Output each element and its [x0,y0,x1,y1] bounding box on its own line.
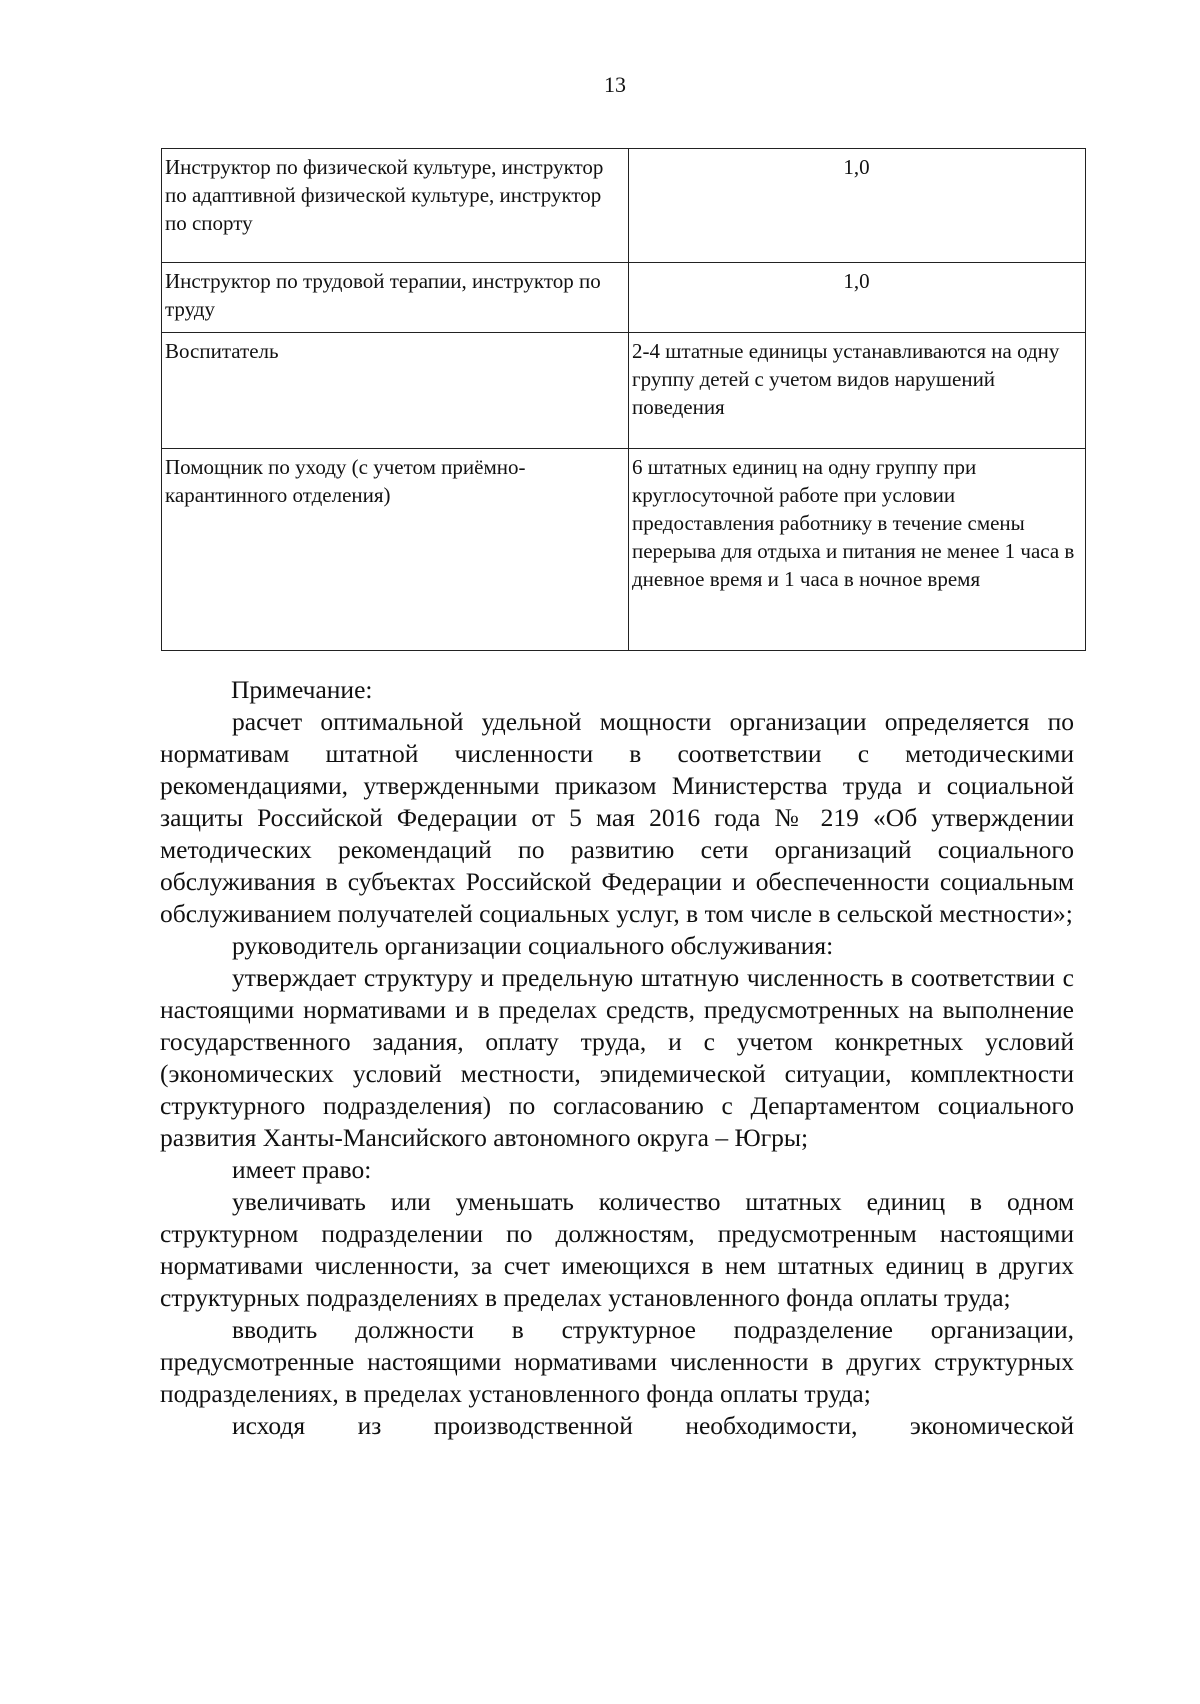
note-paragraph: расчет оптимальной удельной мощности организации определяется по нормативам штатной численности в соответствии с методическими рекомендациями, утвержденными приказом Министерства труда и социальной защиты Российской Федерации от 5 мая 2016 года № 219 «Об утверждении методических рекомендаций по развитию сети организаций социального обслуживания в субъектах Российской Федерации и обеспеченности социальным обслуживанием получателей социальных услуг, в том числе в сельской местности»; [160,707,1074,928]
note-paragraph: вводить должности в структурное подразделение организации, предусмотренные настоящими нормативами численности в других структурных подразделениях, в пределах установленного фонда оплаты труда; [160,1315,1074,1408]
table-row [162,149,1086,263]
norm-cell: 6 штатных единиц на одну группу при круглосуточной работе при условии предоставления работнику в течение смены перерыва для отдыха и питания не менее 1 часа в дневное время и 1 часа в ночное время [629,449,1086,651]
staffing-norms-table [161,148,1086,651]
position-cell: Инструктор по трудовой терапии, инструктор по труду [162,263,629,333]
position-cell: Воспитатель [162,333,629,449]
note-paragraph: имеет право: [232,1155,372,1184]
position-cell: Инструктор по физической культуре, инструктор по адаптивной физической культуре, инструктор по спорту [162,149,629,263]
page-number: 13 [604,72,626,97]
note-paragraph: утверждает структуру и предельную штатную численность в соответствии с настоящими нормативами и в пределах средств, предусмотренных на выполнение государственного задания, оплату труда, и с учетом конкретных условий (экономических условий местности, эпидемической ситуации, комплектности структурного подразделения) по согласованию с Департаментом социального развития Ханты-Мансийского автономного округа – Югры; [160,963,1074,1152]
norm-cell: 2-4 штатные единицы устанавливаются на одну группу детей с учетом видов нарушений поведения [629,333,1086,449]
table-row [162,449,1086,651]
norm-cell: 1,0 [629,263,1086,333]
note-section [160,674,1074,1442]
note-title: Примечание: [231,675,373,704]
note-paragraph: увеличивать или уменьшать количество штатных единиц в одном структурном подразделении по должностям, предусмотренным настоящими нормативами численности, за счет имеющихся в нем штатных единиц в других структурных подразделениях в пределах установленного фонда оплаты труда; [160,1187,1074,1312]
table-row [162,263,1086,333]
position-cell: Помощник по уходу (с учетом приёмно-карантинного отделения) [162,449,629,651]
table-row [162,333,1086,449]
note-paragraph: руководитель организации социального обслуживания: [232,931,834,960]
norm-cell: 1,0 [629,149,1086,263]
note-paragraph: исходя из производственной необходимости, экономической [232,1411,1074,1440]
